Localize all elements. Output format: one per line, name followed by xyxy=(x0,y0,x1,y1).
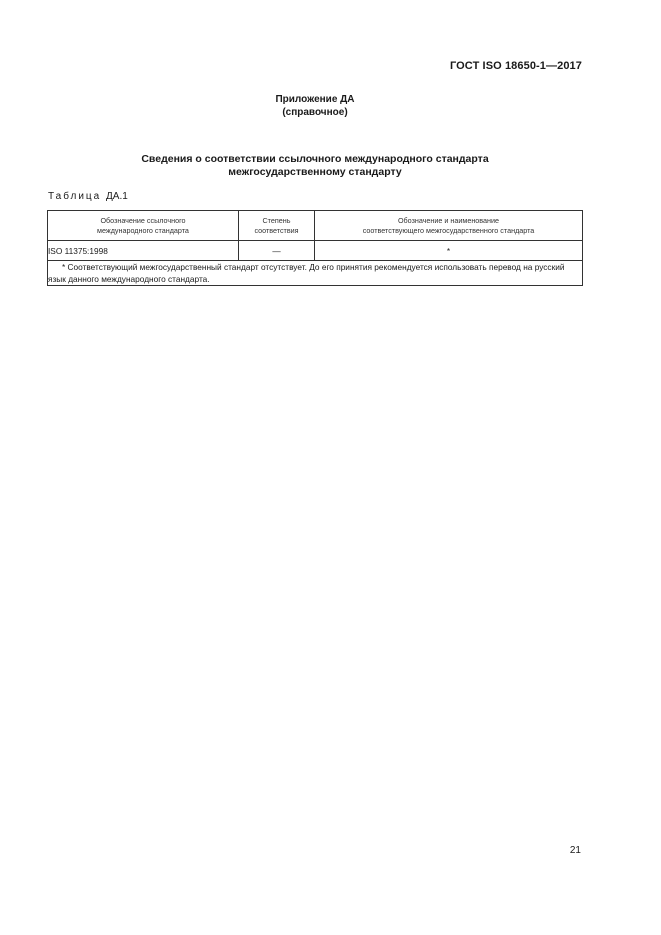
section-title-line1: Сведения о соответствии ссылочного международного стандарта xyxy=(141,153,489,165)
header-interstate-standard xyxy=(315,211,583,241)
table-header-row xyxy=(48,211,583,241)
table-label: Таблица xyxy=(48,191,102,202)
appendix-subtitle: (справочное) xyxy=(282,107,348,118)
section-heading xyxy=(0,153,630,179)
table-number: ДА.1 xyxy=(106,191,128,202)
table-caption xyxy=(48,191,128,202)
cell-degree: — xyxy=(239,241,315,261)
header-interstate-line1: Обозначение и наименование xyxy=(397,215,500,225)
page-number: 21 xyxy=(569,845,581,856)
header-reference-line2: международного стандарта xyxy=(97,225,189,235)
document-code: ГОСТ ISO 18650-1—2017 xyxy=(449,60,582,72)
header-degree-line1: Степень xyxy=(262,215,291,225)
header-degree-line2: соответствия xyxy=(254,225,299,235)
table-footnote: * Соответствующий межгосударственный стандарт отсутствует. До его принятия рекомендуется использовать перевод на русский язык данного международного стандарта. xyxy=(48,261,583,286)
appendix-heading xyxy=(0,93,630,119)
table-row xyxy=(48,241,583,261)
header-reference-standard xyxy=(48,211,239,241)
cell-interstate-standard: * xyxy=(315,241,583,261)
appendix-title: Приложение ДА xyxy=(275,94,355,105)
header-degree xyxy=(239,211,315,241)
section-title-line2: межгосударственному стандарту xyxy=(228,166,402,178)
header-interstate-line2: соответствующего межгосударственного стандарта xyxy=(362,225,535,235)
correspondence-table xyxy=(47,210,583,286)
header-reference-line1: Обозначение ссылочного xyxy=(100,215,186,225)
cell-reference-standard: ISO 11375:1998 xyxy=(48,241,239,261)
table-footnote-row xyxy=(48,261,583,286)
